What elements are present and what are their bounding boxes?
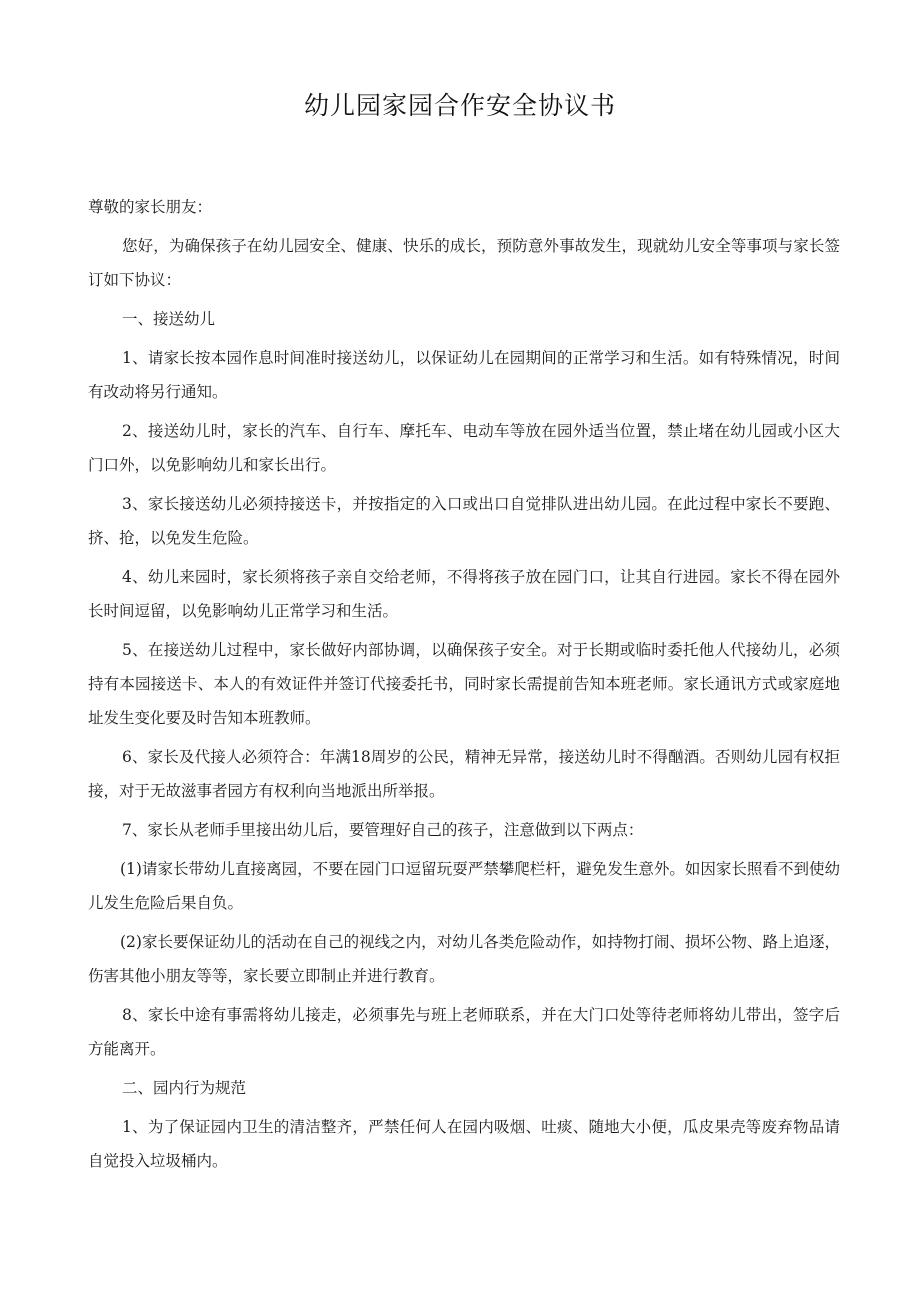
pickup-item-8: 8、家长中途有事需将幼儿接走，必须事先与班上老师联系，并在大门口处等待老师将幼儿带出，签字后方能离开。 — [88, 1006, 840, 1058]
pickup-item-7-sub-2: (2)家长要保证幼儿的活动在自己的视线之内，对幼儿各类危险动作，如持物打闹、损坏公物、路上追逐，伤害其他小朋友等等，家长要立即制止并进行教育。 — [88, 933, 840, 985]
intro-paragraph: 您好，为确保孩子在幼儿园安全、健康、快乐的成长，预防意外事故发生，现就幼儿安全等事项与家长签订如下协议： — [88, 237, 840, 289]
section-heading-conduct: 二、园内行为规范 — [122, 1079, 247, 1097]
section-heading-pickup: 一、接送幼儿 — [122, 310, 216, 328]
pickup-item-6: 6、家长及代接人必须符合：年满18周岁的公民，精神无异常，接送幼儿时不得酗酒。否则幼儿园有权拒接，对于无故滋事者园方有权利向当地派出所举报。 — [88, 748, 840, 800]
pickup-item-4: 4、幼儿来园时，家长须将孩子亲自交给老师，不得将孩子放在园门口，让其自行进园。家长不得在园外长时间逗留，以免影响幼儿正常学习和生活。 — [88, 568, 840, 620]
pickup-item-7-sub-1: (1)请家长带幼儿直接离园，不要在园门口逗留玩耍严禁攀爬栏杆，避免发生意外。如因家长照看不到使幼儿发生危险后果自负。 — [88, 860, 840, 912]
conduct-item-1: 1、为了保证园内卫生的清洁整齐，严禁任何人在园内吸烟、吐痰、随地大小便，瓜皮果壳等废弃物品请自觉投入垃圾桶内。 — [88, 1118, 840, 1170]
pickup-item-7: 7、家长从老师手里接出幼儿后，要管理好自己的孩子，注意做到以下两点： — [122, 821, 644, 839]
salutation: 尊敬的家长朋友： — [88, 198, 213, 216]
pickup-item-1: 1、请家长按本园作息时间准时接送幼儿，以保证幼儿在园期间的正常学习和生活。如有特殊情况，时间有改动将另行通知。 — [88, 349, 840, 401]
document-body — [88, 190, 840, 1183]
pickup-item-2: 2、接送幼儿时，家长的汽车、自行车、摩托车、电动车等放在园外适当位置，禁止堵在幼儿园或小区大门口外，以免影响幼儿和家长出行。 — [88, 422, 840, 474]
document-title: 幼儿园家园合作安全协议书 — [303, 91, 616, 120]
pickup-item-3: 3、家长接送幼儿必须持接送卡，并按指定的入口或出口自觉排队进出幼儿园。在此过程中家长不要跑、挤、抢，以免发生危险。 — [88, 495, 840, 547]
pickup-item-5: 5、在接送幼儿过程中，家长做好内部协调，以确保孩子安全。对于长期或临时委托他人代接幼儿，必须持有本园接送卡、本人的有效证件并签订代接委托书，同时家长需提前告知本班老师。家长通讯方式或家庭地址发生变化要及时告知本班教师。 — [88, 641, 840, 727]
